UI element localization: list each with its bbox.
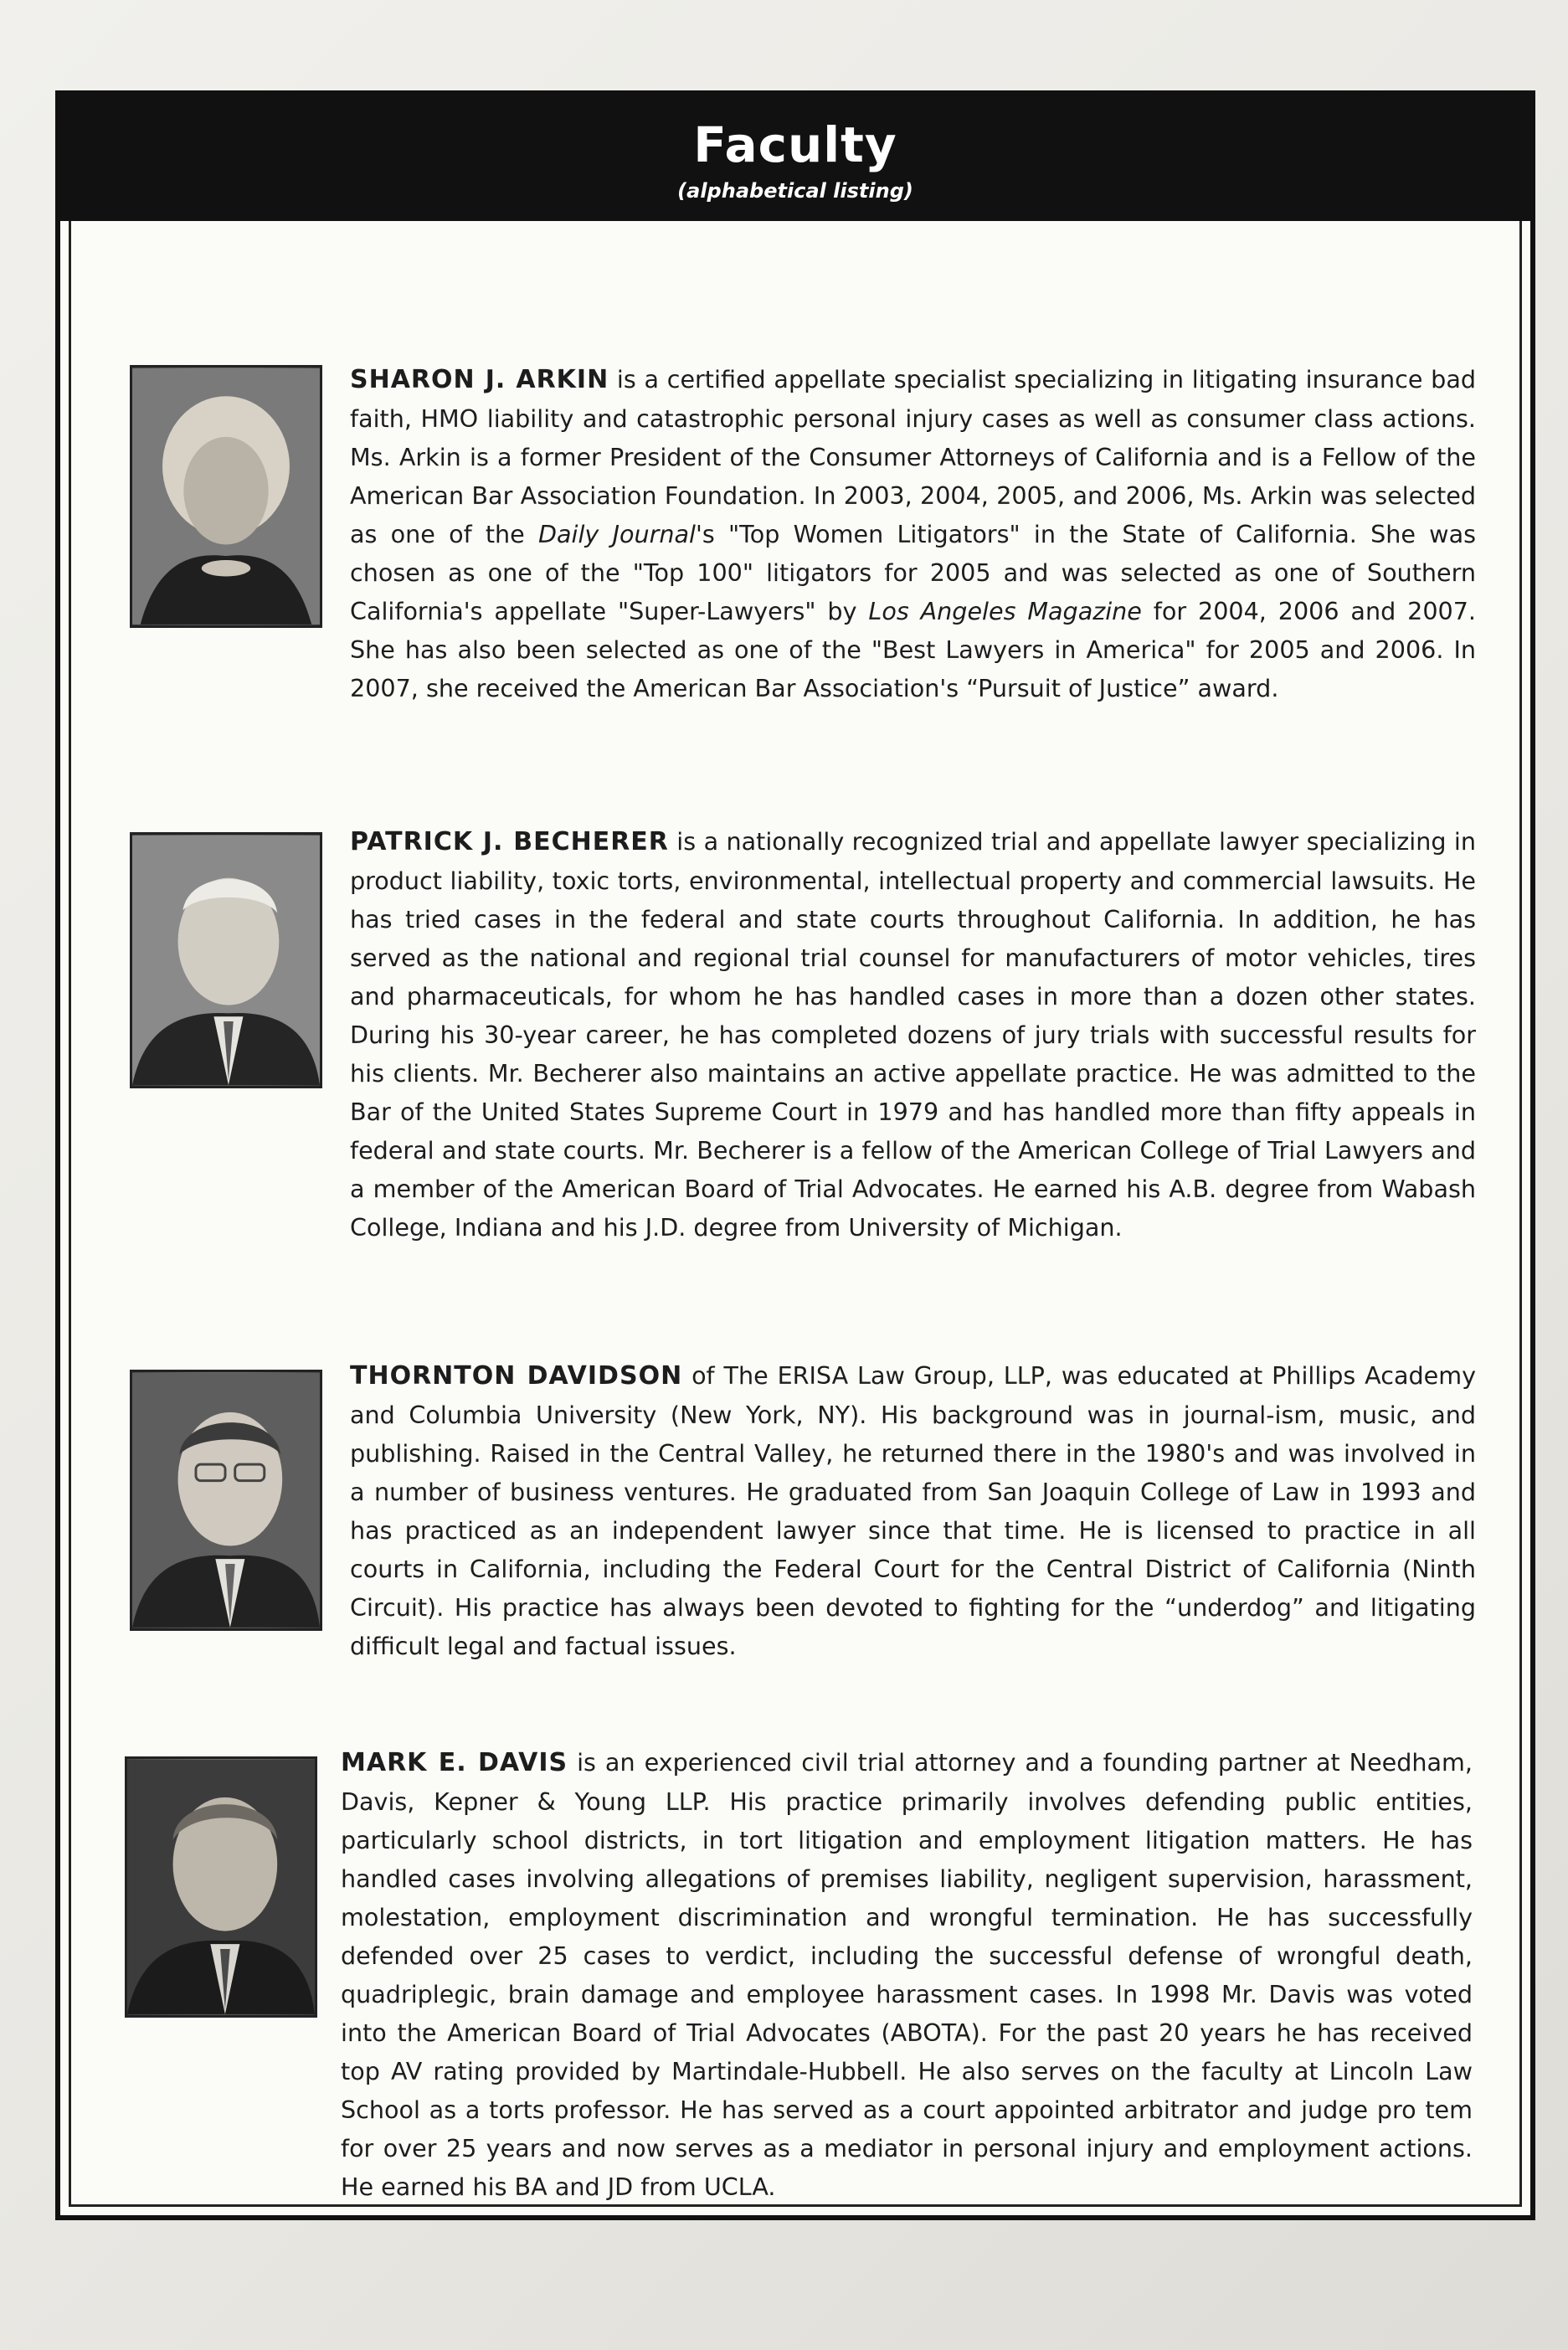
bio-becherer xyxy=(350,822,1476,1247)
person-portrait-icon xyxy=(132,368,320,625)
page-subtitle: (alphabetical listing) xyxy=(677,179,913,203)
bio-text: is an experienced civil trial attorney and a founding partner at Needham, Davis, Kepner & Young LLP. His practice primarily involves defending public entities, particularly school districts, in tort litigation and employment litigation matters. He has handled cases involving allegations of premises liability, negligent supervision, harassment, molestation, employment discrimination and wrongful termination. He has successfully defended over 25 cases to verdict, including the successful defense of wrongful death, quadriplegic, brain damage and employee harassment cases. In 1998 Mr. Davis was voted into the American Board of Trial Advocates (ABOTA). For the past 20 years he has received top AV rating provided by Martindale-Hubbell. He also serves on the faculty at Lincoln Law School as a torts professor. He has served as a court appointed arbitrator and judge pro tem for over 25 years and now serves as a mediator in personal injury and employment actions. He earned his BA and JD from UCLA. xyxy=(341,1748,1473,2201)
bio-arkin xyxy=(350,360,1476,707)
portrait-becherer xyxy=(130,832,322,1088)
bio-davidson xyxy=(350,1356,1476,1665)
publication-title: Los Angeles Magazine xyxy=(868,597,1142,625)
faculty-panel xyxy=(55,90,1535,2220)
portrait-arkin xyxy=(130,365,322,628)
faculty-name: THORNTON DAVIDSON xyxy=(350,1361,683,1391)
bio-davis xyxy=(341,1743,1473,2206)
person-portrait-icon xyxy=(132,835,320,1086)
bio-text: of The ERISA Law Group, LLP, was educated at Phillips Academy and Columbia University (New York, NY). His background was in journal-ism, music, and publishing. Raised in the Central Valley, he returned there in the 1980's and was involved in a number of business ventures. He graduated from San Joaquin College of Law in 1993 and has practiced as an independent lawyer since that time. He is licensed to practice in all courts in California, including the Federal Court for the Central District of California (Ninth Circuit). His practice has always been devoted to fighting for the “underdog” and litigating difficult legal and factual issues. xyxy=(350,1361,1476,1660)
bio-text: is a certified appellate specialist specializing in litigating insurance bad faith, HMO liability and catastrophic personal injury cases as well as consumer class actions. Ms. Arkin is a former President of the Consumer Attorneys of California and is a Fellow of the American Bar Association Foundation. In 2003, 2004, 2005, and 2006, Ms. Arkin was selected as one of the xyxy=(350,365,1476,548)
inner-frame xyxy=(69,221,1522,2207)
bio-text: 's "Top Women Litigators" in the State of California. She was chosen as one of the "Top 100" litigators for 2005 and was selected as one of Southern California's appellate "Super-Lawyers" by xyxy=(350,520,1476,625)
faculty-name: MARK E. DAVIS xyxy=(341,1748,568,1777)
portrait-davis xyxy=(125,1756,317,2018)
person-portrait-icon xyxy=(132,1372,320,1628)
bio-text: is a nationally recognized trial and appellate lawyer specializing in product liability, toxic torts, environmental, intellectual property and commercial lawsuits. He has tried cases in the federal and state courts throughout California. In addition, he has served as the national and regional trial counsel for manufacturers of motor vehicles, tires and pharmaceuticals, for whom he has handled cases in more than a dozen other states. During his 30-year career, he has completed dozens of jury trials with successful results for his clients. Mr. Becherer also maintains an active appellate practice. He was admitted to the Bar of the United States Supreme Court in 1979 and has handled more than fifty appeals in federal and state courts. Mr. Becherer is a fellow of the American College of Trial Lawyers and a member of the American Board of Trial Advocates. He earned his A.B. degree from Wabash College, Indiana and his J.D. degree from University of Michigan. xyxy=(350,827,1476,1242)
faculty-name: PATRICK J. BECHERER xyxy=(350,827,669,856)
faculty-header xyxy=(60,95,1530,221)
bio-text: for 2004, 2006 and 2007. She has also been selected as one of the "Best Lawyers in America" for 2005 and 2006. In 2007, she received the American Bar Association's “Pursuit of Justice” award. xyxy=(350,597,1476,702)
faculty-name: SHARON J. ARKIN xyxy=(350,365,609,394)
person-portrait-icon xyxy=(127,1759,315,2015)
page-title: Faculty xyxy=(693,116,897,173)
portrait-davidson xyxy=(130,1370,322,1631)
publication-title: Daily Journal xyxy=(538,520,696,548)
